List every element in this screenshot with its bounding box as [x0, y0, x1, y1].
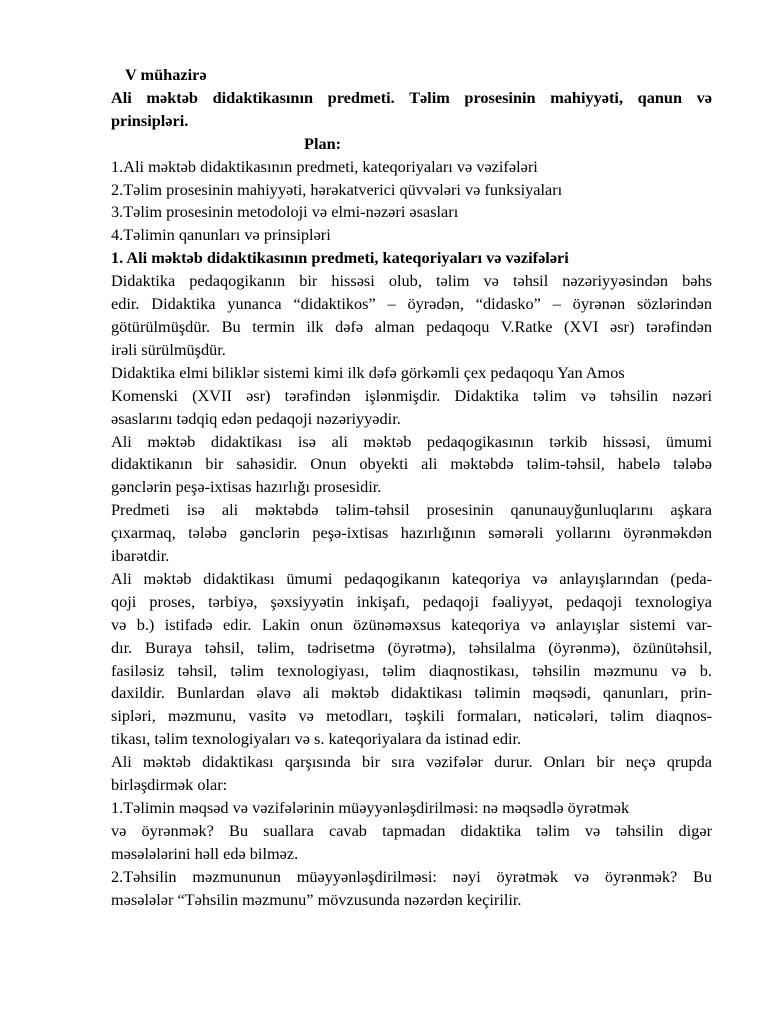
- body-line: məsələlərini həll edə bilməz.: [111, 843, 299, 863]
- plan-item: 3.Təlim prosesinin metodoloji və elmi-nəzəri əsasları: [111, 202, 459, 222]
- body-line: didaktikanın bir sahəsidir. Onun obyekti ali məktəbdə təlim-təhsil, habelə tələbə: [111, 454, 712, 474]
- body-line: məsələlər “Təhsilin məzmunu” mövzusunda nəzərdən keçirilir.: [111, 889, 522, 909]
- body-line: edir. Didaktika yunanca “didaktikos” – öyrədən, “didasko” – öyrənən sözlərindən: [111, 294, 712, 314]
- plan-heading: Plan:: [304, 133, 342, 153]
- title-line-1: Ali məktəb didaktikasının predmeti. Təlim prosesinin mahiyyəti, qanun və: [111, 87, 712, 107]
- section-heading: 1. Ali məktəb didaktikasının predmeti, kateqoriyaları və vəzifələri: [111, 248, 569, 268]
- body-line: Ali məktəb didaktikası isə ali məktəb pedaqogikasının tərkib hissəsi, ümumi: [111, 431, 712, 451]
- body-line: Didaktika elmi biliklər sistemi kimi ilk dəfə görkəmli çex pedaqoqu Yan Amos: [111, 362, 625, 382]
- title-line-2: prinsipləri.: [111, 110, 189, 130]
- body-line: çıxarmaq, tələbə gənclərin peşə-ixtisas hazırlığının səmərəli yollarını öyrənməkdən: [111, 523, 712, 543]
- body-line: ibarətdir.: [111, 546, 170, 566]
- body-line: və b.) istifadə edir. Lakin onun özünəməxsus kateqoriya və anlayışlar sistemi var-: [111, 614, 712, 634]
- plan-item: 2.Təlim prosesinin mahiyyəti, hərəkatverici qüvvələri və funksiyaları: [111, 179, 563, 199]
- body-line: 1.Təlimin məqsəd və vəzifələrinin müəyyənləşdirilməsi: nə məqsədlə öyrətmək: [111, 798, 630, 817]
- plan-item: 1.Ali məktəb didaktikasının predmeti, kateqoriyaları və vəzifələri: [111, 156, 538, 176]
- body-line: qoji proses, tərbiyə, şəxsiyyətin inkişafı, pedaqoji fəaliyyət, pedaqoji texnologiya: [111, 591, 712, 611]
- body-line: götürülmüşdür. Bu termin ilk dəfə alman pedaqoqu V.Ratke (XVI əsr) tərəfindən: [111, 316, 712, 336]
- body-line: Ali məktəb didaktikası ümumi pedaqogikanın kateqoriya və anlayışlarından (peda-: [111, 568, 712, 588]
- body-line: fasiləsiz təhsil, təlim texnologiyası, təlim diaqnostikası, təhsilin məzmunu və b.: [111, 660, 712, 680]
- body-line: birləşdirmək olar:: [111, 775, 228, 795]
- body-line: Predmeti isə ali məktəbdə təlim-təhsil prosesinin qanunauyğunluqlarını aşkara: [111, 500, 712, 520]
- body-line: dır. Buraya təhsil, təlim, tədrisetmə (öyrətmə), təhsilalma (öyrənmə), özünütəhsil,: [111, 637, 712, 657]
- plan-item: 4.Təlimin qanunları və prinsipləri: [111, 225, 331, 245]
- body-line: daxildir. Bunlardan əlavə ali məktəb didaktikası təlimin məqsədi, qanunları, prin-: [111, 683, 712, 703]
- lecture-label: V mühazirə: [125, 65, 207, 84]
- body-line: irəli sürülmüşdür.: [111, 339, 226, 359]
- body-line: tikası, təlim texnologiyaları və s. kateqoriyalara da istinad edir.: [111, 729, 522, 749]
- body-line: 2.Təhsilin məzmununun müəyyənləşdirilməsi: nəyi öyrətmək və öyrənmək? Bu: [111, 866, 712, 886]
- body-line: sipləri, məzmunu, vasitə və metodları, təşkili formaları, nəticələri, təlim diaqnos-: [111, 706, 712, 726]
- body-line: və öyrənmək? Bu suallara cavab tapmadan didaktika təlim və təhsilin digər: [111, 820, 712, 840]
- body-line: gənclərin peşə-ixtisas hazırlığı prosesidir.: [111, 477, 382, 497]
- body-line: Komenski (XVII əsr) tərəfindən işlənmişdir. Didaktika təlim və təhsilin nəzəri: [111, 385, 712, 405]
- body-line: Ali məktəb didaktikası qarşısında bir sıra vəzifələr durur. Onları bir neçə qrupda: [111, 752, 712, 772]
- body-line: Didaktika pedaqogikanın bir hissəsi olub, təlim və təhsil nəzəriyyəsindən bəhs: [111, 271, 712, 291]
- body-line: əsaslarını tədqiq edən pedaqoji nəzəriyyədir.: [111, 408, 401, 428]
